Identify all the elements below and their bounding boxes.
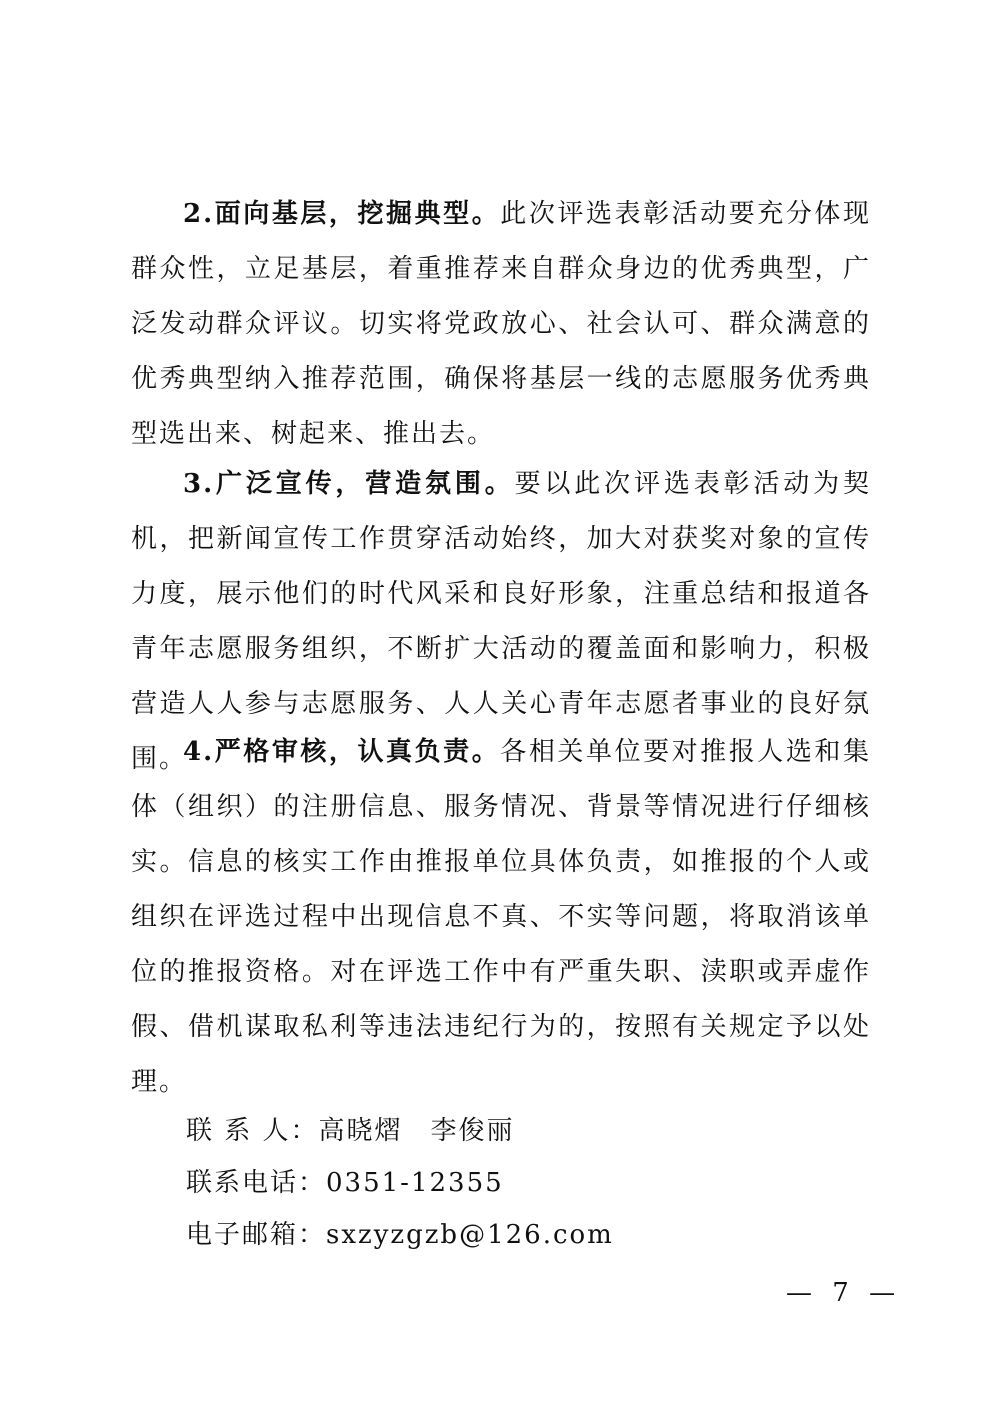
paragraph-3-heading: 3.广泛宣传，营造氛围。 xyxy=(183,469,515,499)
contact-email: 电子邮箱：sxzyzgzb@126.com xyxy=(186,1220,614,1250)
paragraph-4 xyxy=(131,725,871,1110)
page-number: — 7 — xyxy=(786,1278,902,1308)
paragraph-4-body: 各相关单位要对推报人选和集体（组织）的注册信息、服务情况、背景等情况进行仔细核实。信息的核实工作由推报单位具体负责，如推报的个人或组织在评选过程中出现信息不真、不实等问题，将取消该单位的推报资格。对在评选工作中有严重失职、渎职或弄虚作假、借机谋取私利等违法违纪行为的，按照有关规定予以处理。 xyxy=(131,737,871,1097)
contact-person: 联 系 人：高晓熠 李俊丽 xyxy=(186,1116,515,1146)
paragraph-3-body: 要以此次评选表彰活动为契机，把新闻宣传工作贯穿活动始终，加大对获奖对象的宣传力度，展示他们的时代风采和良好形象，注重总结和报道各青年志愿服务组织，不断扩大活动的覆盖面和影响力，积极营造人人参与志愿服务、人人关心青年志愿者事业的良好氛围。 xyxy=(131,469,871,774)
contact-phone: 联系电话：0351-12355 xyxy=(186,1168,504,1198)
paragraph-2-body: 此次评选表彰活动要充分体现群众性，立足基层，着重推荐来自群众身边的优秀典型，广泛发动群众评议。切实将党政放心、社会认可、群众满意的优秀典型纳入推荐范围，确保将基层一线的志愿服务优秀典型选出来、树起来、推出去。 xyxy=(131,199,871,449)
paragraph-2 xyxy=(131,187,871,462)
paragraph-2-heading: 2.面向基层，挖掘典型。 xyxy=(183,199,501,229)
paragraph-4-heading: 4.严格审核，认真负责。 xyxy=(183,737,501,767)
